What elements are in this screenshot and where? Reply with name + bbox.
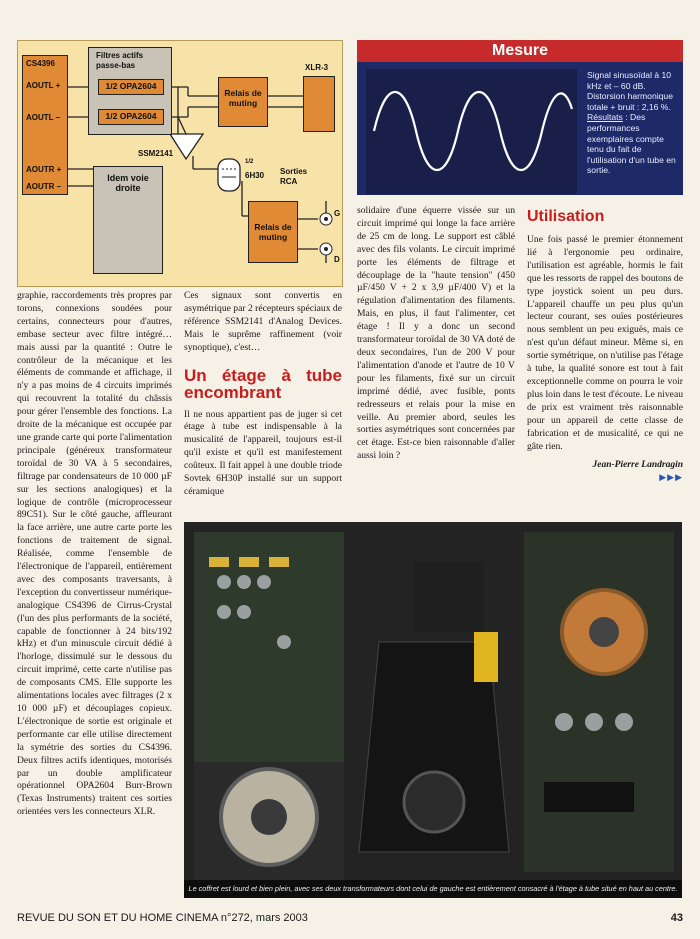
ssm-label: SSM2141: [138, 149, 174, 158]
aoutr-plus-label: AOUTR +: [26, 165, 62, 174]
author: Jean-Pierre Landragin: [592, 460, 683, 471]
xlr-connector: [303, 76, 335, 132]
sorties-rca-label: Sorties RCA: [280, 167, 308, 186]
opa2-block: 1/2 OPA2604: [98, 109, 164, 125]
col1-text: graphie, raccordements très propres par torons, connexions soudées pour certains, connecteurs pour d'autres, embase secteur avec filtre intégré… mais aussi par la quantité : Outre le contrôleur de la mécanique et les éléments de commande et affichage, il n'y a pas moins de 4 circuits imprimés qui recouvrent la totalité du châssis pour gérer l'ensemble des fonctions. La droite de la mécanique est occupée par une grande carte qui porte l'alimentation principale (généreux transformateur toroïdal de 30 VA à 5 secondaires, filtrage par condensateurs de 10 000 µF sur les sections analogiques) et la logique de contrôle (microprocesseur 89C51). Sur le côté gauche, affleurant la face arrière, une autre carte porte les fonctions de traitement de signal. Réalisée, comme l'ensemble de l'électronique de l'appareil, entièrement avec des composants traversants, à l'exception du convertisseur numérique-analogique CS4396 de Cirrus-Crystal (l'un des plus performants de la société, capable de fonctionner à 24 bits/192 kHz) et d'un minuscule circuit dédié à l'horloge, dissimulé sur le dessous du circuit imprimé, cette carte n'utilise pas de composants CMS. Elle supporte les alimentations locales avec filtrages (2 x 10 000 µF) et découplages copieux. L'électronique de sortie est originale et performante car elle utilise directement la symétrie des sorties du CS4396. Deux filtres actifs identiques, motorisés par un double amplificateur opérationnel OPA2604 Burr-Brown (Texas Instruments) traitent ces sorties orientées vers les connecteurs XLR.: [17, 290, 172, 818]
idem-voie-droite-block: Idem voie droite: [93, 166, 163, 274]
mesure-description: [587, 70, 679, 176]
mesure-title: Mesure: [357, 40, 683, 62]
opa1-block: 1/2 OPA2604: [98, 79, 164, 95]
page-number: 43: [670, 912, 683, 924]
column-1: [17, 290, 172, 819]
column-2: [184, 290, 342, 499]
tube-half-label: 1/2: [245, 159, 254, 165]
col2-text-1: Ces signaux sont convertis en asymétrique par 2 récepteurs spéciaux de référence SSM2141 d'Analog Devices. Mais le suprême raffinement (voir synoptique), c'est…: [184, 290, 342, 353]
filters-title: Filtres actifs passe-bas: [96, 51, 144, 70]
oscilloscope-screen: [366, 69, 577, 194]
cs4396-block: [22, 55, 68, 195]
mesure-box: [357, 40, 683, 195]
continue-arrows: ▶▶▶: [659, 473, 683, 484]
tube-heading: Un étage à tube encombrant: [184, 365, 342, 402]
col2-text-2: Il ne nous appartient pas de juger si cet étage à tube est indispensable à la musicalité de l'appareil, toujours est-il qu'il existe et qu'il est manifestement coûteux. Il fait appel à une double triode Sovtek 6H30P installé sur un support céramique: [184, 408, 342, 497]
mesure-results-label: Résultats: [587, 112, 623, 123]
utilisation-heading: Utilisation: [527, 208, 605, 225]
g-label: G: [334, 209, 341, 218]
internal-photo: [184, 522, 682, 898]
xlr-label: XLR-3: [305, 63, 329, 72]
block-diagram: [17, 40, 343, 287]
aoutl-minus-label: AOUTL –: [26, 113, 61, 122]
column-4: [527, 208, 683, 485]
tube-label: 6H30: [245, 171, 265, 180]
relais-muting-1: Relais de muting: [218, 77, 268, 127]
sine-wave: [366, 69, 577, 194]
col4-text: Une fois passé le premier étonnement lié à l'ergonomie peu ordinaire, l'utilisation est agréable, hormis le fait que les ressorts de rappel des boutons de type joystick soient un peu durs. L'appareil chauffe un peu plus qu'un lecteur courant, ses ouïes postérieures nous semblent un peu exiguës, mais ce n'est qu'un défaut mineur. Même si, en sortie symétrique, on n'utilise pas l'étage à tube, la qualité sonore est tout à fait exceptionnelle comme on pourra le voir plus loin dans le test d'écoute. Le niveau de prix est vraiment très raisonnable pour un appareil de cette classe de fabrication et de musicalité, ce qui ne gâte rien.: [527, 234, 683, 452]
col3-text: solidaire d'une équerre vissée sur un circuit imprimé qui longe la face arrière de 25 cm de long. Le support est câblé avec des fils volants. Le circuit imprimé porte les éléments de filtrage et découplage de la "haute tension" (450 µF/450 V + 2 x 3,9 µF/400 V) et la régulation d'alimentation des filaments. Mais, en plus, il faut l'alimenter, cet étage ! Il y a donc un second transformateur toroïdal de 30 VA doté de deux secondaires, l'un de 200 V pour l'alimentation d'anode et l'autre de 10 V pour les filaments, fixé sur un circuit imprimé dédié, avec fusible, ponts redresseurs et relais pour la mise en veille. Au premier abord, seules les sorties asymétriques sont concernées par cet étage. Est-ce bien raisonnable d'aller aussi loin ?: [357, 205, 515, 462]
aoutl-plus-label: AOUTL +: [26, 81, 61, 90]
column-3: [357, 205, 515, 463]
mesure-text-1: Signal sinusoïdal à 10 kHz et – 60 dB. Distorsion harmonique totale + bruit : 2,16 %.: [587, 70, 673, 112]
mesure-text-2: : Des performances exemplaires compte tenu du fait de l'utilisation d'un tube en sortie.: [587, 112, 676, 176]
photo-illustration: [184, 522, 682, 880]
magazine-info: REVUE DU SON ET DU HOME CINEMA n°272, mars 2003: [17, 912, 308, 924]
photo-caption: Le coffret est lourd et bien plein, avec ses deux transformateurs dont celui de gauche est entièrement consacré à l'étage à tube situé en haut au centre.: [184, 880, 682, 898]
d-label: D: [334, 255, 340, 264]
relais-muting-2: Relais de muting: [248, 201, 298, 263]
aoutr-minus-label: AOUTR –: [26, 182, 62, 191]
cs4396-label: CS4396: [26, 59, 55, 68]
page-footer: [17, 910, 683, 930]
